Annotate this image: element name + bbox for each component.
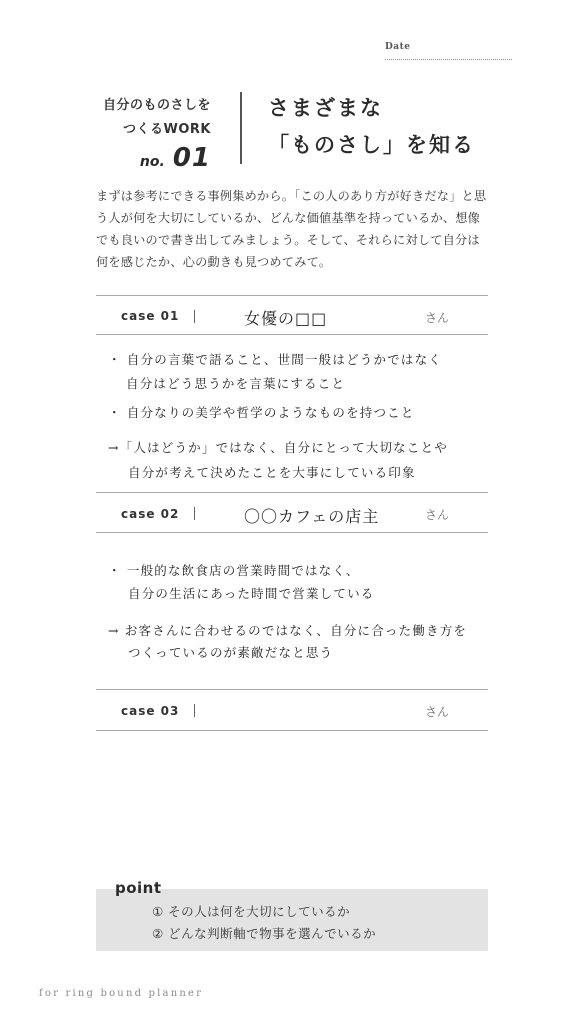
case-label: case 03	[121, 704, 180, 718]
handwritten-note: 自分はどう思うかを言葉にすること	[126, 376, 346, 391]
case-person-name[interactable]: 女優の□□	[244, 309, 328, 328]
case-label: case 01	[121, 309, 180, 323]
divider	[96, 730, 488, 731]
work-number-value: 01	[172, 143, 211, 173]
case-honorific: さん	[425, 311, 450, 325]
handwritten-note: → お客さんに合わせるのではなく、自分に合った働き方を	[108, 623, 468, 638]
divider	[96, 295, 488, 296]
divider	[96, 492, 488, 493]
case-person-name[interactable]: 〇〇カフェの店主	[244, 507, 380, 526]
handwritten-note: 自分の生活にあった時間で営業している	[128, 586, 375, 601]
case-honorific: さん	[425, 705, 450, 719]
handwritten-note: ・ 一般的な飲食店の営業時間ではなく、	[108, 563, 360, 578]
handwritten-note: ・ 自分の言葉で語ること、世間一般はどうかではなく	[108, 352, 442, 367]
point-item: ② どんな判断軸で物事を選んでいるか	[152, 926, 377, 941]
handwritten-note: つくっているのが素敵だなと思う	[128, 645, 334, 660]
footer-text: for ring bound planner	[39, 988, 204, 999]
work-number	[103, 144, 211, 176]
work-subtitle-line2: つくるWORK	[123, 122, 211, 137]
work-heading	[103, 94, 211, 176]
date-label: Date	[385, 42, 411, 52]
page-title-line1: さまざまな	[268, 96, 383, 120]
divider	[96, 334, 488, 335]
page-title-line2: 「ものさし」を知る	[268, 133, 475, 157]
work-subtitle-line1: 自分のものさしを	[102, 98, 211, 113]
point-item: ① その人は何を大切にしているか	[152, 904, 351, 919]
case-honorific: さん	[425, 508, 450, 522]
date-field[interactable]	[385, 59, 512, 60]
case-label: case 02	[121, 507, 180, 521]
work-number-label: no.	[139, 154, 165, 170]
case-separator	[194, 704, 195, 717]
case-separator	[194, 507, 195, 520]
page-title	[268, 90, 475, 164]
handwritten-note: ・ 自分なりの美学や哲学のようなものを持つこと	[108, 405, 415, 420]
divider	[96, 689, 488, 690]
handwritten-note: 自分が考えて決めたことを大事にしている印象	[128, 465, 416, 480]
case-separator	[194, 310, 195, 323]
point-label: point	[115, 879, 162, 897]
header-divider	[240, 92, 242, 164]
divider	[96, 532, 488, 533]
handwritten-note: →「人はどうか」ではなく、自分にとって大切なことや	[108, 440, 448, 455]
intro-text: まずは参考にできる事例集めから。「この人のあり方が好きだな」と思う人が何を大切にしているか、どんな価値基準を持っているか、想像でも良いので書き出してみましょう。そして、それらに対して自分は何を感じたか、心の動きも見つめてみて。	[96, 189, 487, 269]
